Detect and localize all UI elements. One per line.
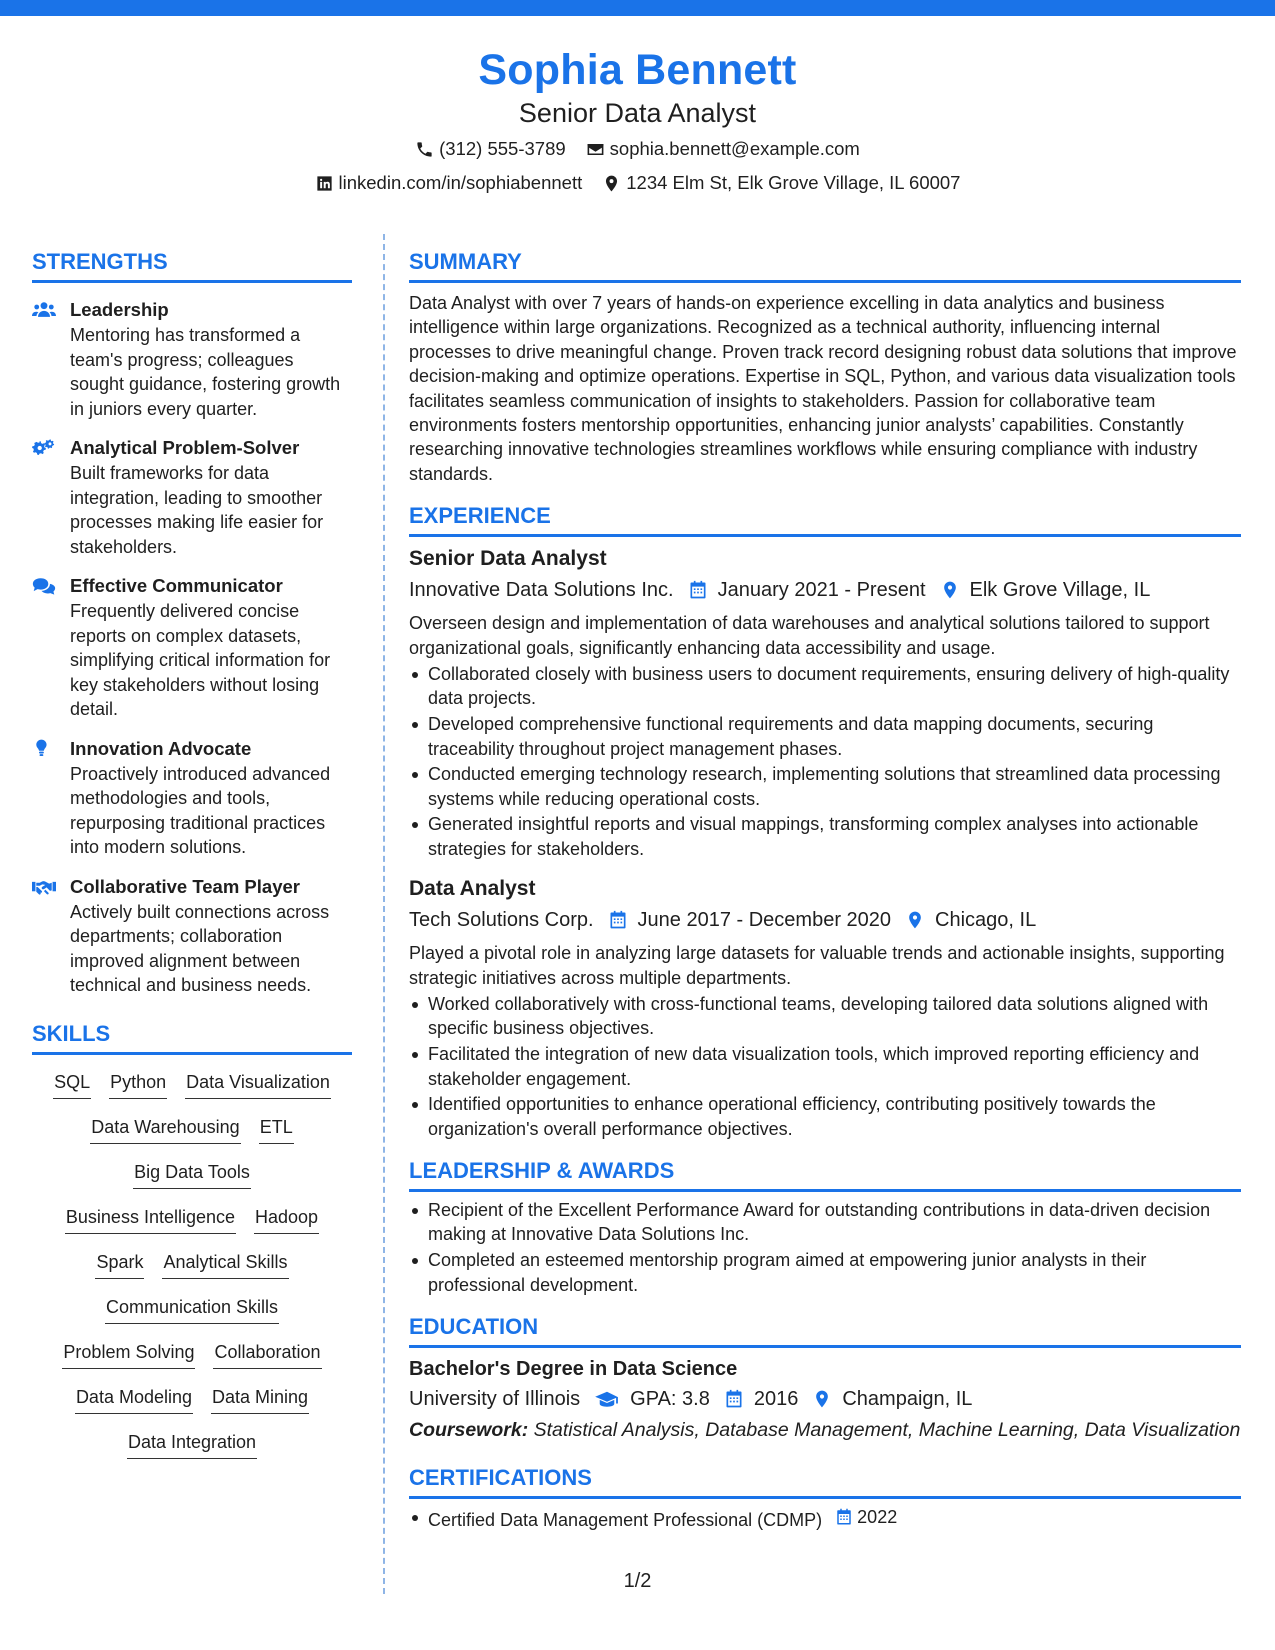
contact-row-1: [0, 134, 1275, 164]
bullet-item: Identified opportunities to enhance operational efficiency, contributing positively towards the organization's overall performance objectives.: [409, 1092, 1241, 1141]
map-pin-icon: [602, 174, 621, 193]
skill-tag: ETL: [259, 1114, 294, 1144]
calendar-icon: [608, 910, 628, 930]
linkedin-text: linkedin.com/in/sophiabennett: [338, 172, 583, 193]
skill-tag: Data Visualization: [185, 1069, 331, 1099]
map-pin-icon: [905, 910, 925, 930]
map-pin-icon: [940, 580, 960, 600]
resume-header: [0, 44, 1275, 198]
certification-year: [835, 1505, 897, 1529]
job-dates-text: January 2021 - Present: [717, 579, 926, 602]
job-entry: [409, 873, 1241, 1141]
job-meta: [409, 575, 1241, 605]
job-description: Overseen design and implementation of data warehouses and analytical solutions tailored to support organizational goals, significantly enhancing data accessibility and usage.: [409, 613, 1210, 658]
skills-list: [32, 1069, 352, 1474]
strength-item: [32, 874, 352, 998]
experience-heading: EXPERIENCE: [409, 500, 1241, 537]
candidate-name: Sophia Bennett: [478, 46, 797, 94]
skill-tag: Data Mining: [211, 1384, 309, 1414]
bullet-item: Generated insightful reports and visual mappings, transforming complex analyses into actionable strategies for stakeholders.: [409, 812, 1241, 861]
email-text: sophia.bennett@example.com: [609, 138, 860, 159]
phone-contact[interactable]: [415, 134, 566, 164]
summary-heading: SUMMARY: [409, 246, 1241, 283]
education-meta: [409, 1384, 1241, 1414]
calendar-icon: [835, 1508, 853, 1526]
job-entry: [409, 543, 1241, 861]
certification-item: [409, 1505, 1241, 1533]
skill-tag: Data Warehousing: [90, 1114, 240, 1144]
skill-tag: Business Intelligence: [65, 1204, 236, 1234]
skill-tag: Python: [109, 1069, 167, 1099]
job-dates: [608, 905, 892, 935]
email-contact[interactable]: [586, 134, 860, 164]
bullet-item: Collaborated closely with business users to document requirements, ensuring delivery of high-quality data projects.: [409, 662, 1241, 711]
job-dates-text: June 2017 - December 2020: [637, 909, 892, 932]
graduation-cap-icon: [594, 1389, 620, 1409]
job-meta: [409, 905, 1241, 935]
skills-heading: SKILLS: [32, 1018, 352, 1055]
job-location-text: Elk Grove Village, IL: [969, 579, 1151, 602]
skill-tag: Hadoop: [254, 1204, 319, 1234]
education-school: University of Illinois: [409, 1387, 581, 1410]
skill-tag: Data Integration: [127, 1429, 257, 1459]
strengths-heading: STRENGTHS: [32, 246, 352, 283]
skill-tag: Data Modeling: [75, 1384, 193, 1414]
job-company: Innovative Data Solutions Inc.: [409, 579, 674, 602]
bullet-item: Completed an esteemed mentorship program aimed at empowering junior analysts in their professional development.: [409, 1248, 1241, 1297]
strength-item: [32, 736, 352, 860]
address-text: 1234 Elm St, Elk Grove Village, IL 60007: [626, 172, 961, 193]
education-year: [724, 1384, 799, 1414]
phone-text: (312) 555-3789: [439, 138, 566, 159]
job-dates: [688, 575, 926, 605]
contact-row-2: [0, 168, 1275, 198]
strength-name: Innovation Advocate: [70, 737, 252, 759]
bullet-item: Recipient of the Excellent Performance Award for outstanding contributions in data-driven decision making at Innovative Data Solutions Inc.: [409, 1198, 1241, 1247]
job-role: Data Analyst: [409, 877, 536, 901]
calendar-icon: [688, 580, 708, 600]
handshake-icon: [32, 876, 56, 898]
education-degree: Bachelor's Degree in Data Science: [409, 1357, 738, 1380]
job-bullets: [409, 662, 1241, 861]
education-heading: EDUCATION: [409, 1311, 1241, 1348]
strength-name: Collaborative Team Player: [70, 875, 300, 897]
strength-name: Leadership: [70, 299, 169, 320]
job-location: [940, 575, 1151, 605]
strength-name: Analytical Problem-Solver: [70, 437, 300, 458]
strength-desc: Actively built connections across departments; collaboration improved alignment between technical and business needs.: [70, 901, 330, 995]
skill-row: [32, 1249, 352, 1294]
comments-icon: [32, 575, 56, 597]
job-location-text: Chicago, IL: [935, 909, 1037, 932]
summary-text: Data Analyst with over 7 years of hands-on experience excelling in data analytics and business intelligence within large organizations. Recognized as a technical authority, influencing internal processes to drive meaningful change. Proven track record designing robust data solutions that improve decision-making and optimize operations. Expertise in SQL, Python, and various data visualization tools facilitates seamless communication of insights to stakeholders. Passion for collaborative team environments fosters mentorship opportunities, enhancing junior analysts’ capabilities. Constantly researching innovative technologies streamlines workflows while ensuring compliance with industry standards.: [409, 293, 1237, 484]
education-location-text: Champaign, IL: [842, 1387, 973, 1410]
lightbulb-icon: [32, 738, 56, 760]
job-description: Played a pivotal role in analyzing large datasets for valuable trends and actionable insights, supporting strategic initiatives across multiple departments.: [409, 943, 1225, 988]
left-column: [32, 246, 352, 1474]
skill-tag: Communication Skills: [105, 1294, 279, 1324]
certifications-list: [409, 1505, 1241, 1533]
skill-row: [32, 1159, 352, 1204]
bullet-item: Facilitated the integration of new data visualization tools, which improved reporting efficiency and stakeholder engagement.: [409, 1042, 1241, 1091]
coursework: [409, 1418, 1241, 1442]
strength-desc: Proactively introduced advanced methodologies and tools, repurposing traditional practices into modern solutions.: [70, 763, 331, 857]
linkedin-icon: [315, 174, 334, 193]
skill-tag: Spark: [95, 1249, 144, 1279]
map-pin-icon: [812, 1389, 832, 1409]
skill-tag: Collaboration: [213, 1339, 321, 1369]
strength-desc: Built frameworks for data integration, leading to smoother processes making life easier for stakeholders.: [70, 463, 324, 557]
skill-row: [32, 1339, 352, 1384]
linkedin-contact[interactable]: [315, 168, 583, 198]
calendar-icon: [724, 1389, 744, 1409]
coursework-text: Statistical Analysis, Database Management, Machine Learning, Data Visualization: [533, 1418, 1241, 1441]
skill-tag: Problem Solving: [62, 1339, 195, 1369]
skill-row: [32, 1384, 352, 1429]
job-bullets: [409, 992, 1241, 1141]
skill-tag: Big Data Tools: [133, 1159, 251, 1189]
strength-desc: Mentoring has transformed a team's progress; colleagues sought guidance, fostering growth in juniors every quarter.: [70, 325, 341, 419]
envelope-icon: [586, 140, 605, 159]
skill-row: [32, 1294, 352, 1339]
certification-name: Certified Data Management Professional (CDMP): [428, 1510, 823, 1531]
skill-row: [32, 1204, 352, 1249]
strength-desc: Frequently delivered concise reports on complex datasets, simplifying critical information for key stakeholders without losing detail.: [70, 601, 331, 719]
job-company: Tech Solutions Corp.: [409, 909, 594, 932]
skill-tag: Analytical Skills: [162, 1249, 288, 1279]
strength-item: [32, 435, 352, 559]
skill-row: [32, 1069, 352, 1114]
education-gpa: [594, 1384, 710, 1414]
skill-row: [32, 1114, 352, 1159]
top-accent-bar: [0, 0, 1275, 16]
column-divider: [383, 234, 385, 1594]
gears-icon: [32, 437, 56, 459]
strength-item: [32, 573, 352, 722]
strength-name: Effective Communicator: [70, 575, 283, 596]
bullet-item: Developed comprehensive functional requirements and data mapping documents, securing traceability throughout project management phases.: [409, 712, 1241, 761]
awards-heading: LEADERSHIP & AWARDS: [409, 1155, 1241, 1192]
education-year-text: 2016: [753, 1387, 799, 1410]
candidate-title: Senior Data Analyst: [518, 98, 757, 128]
coursework-label: Coursework:: [409, 1418, 529, 1441]
education-location: [812, 1384, 972, 1414]
users-icon: [32, 299, 56, 321]
job-role: Senior Data Analyst: [409, 547, 607, 571]
bullet-item: Conducted emerging technology research, implementing solutions that streamlined data processing systems while reducing operational costs.: [409, 762, 1241, 811]
skill-row: [32, 1429, 352, 1474]
phone-icon: [415, 140, 434, 159]
page-number: 1/2: [623, 1570, 652, 1592]
certifications-heading: CERTIFICATIONS: [409, 1462, 1241, 1499]
certification-year-text: 2022: [857, 1506, 898, 1527]
right-column: [409, 246, 1241, 1533]
strength-item: [32, 297, 352, 421]
education-gpa-text: GPA: 3.8: [630, 1387, 710, 1410]
address-contact: [602, 168, 960, 198]
awards-bullets: [409, 1198, 1241, 1297]
bullet-item: Worked collaboratively with cross-functional teams, developing tailored data solutions aligned with specific business objectives.: [409, 992, 1241, 1041]
job-location: [905, 905, 1036, 935]
skill-tag: SQL: [53, 1069, 91, 1099]
